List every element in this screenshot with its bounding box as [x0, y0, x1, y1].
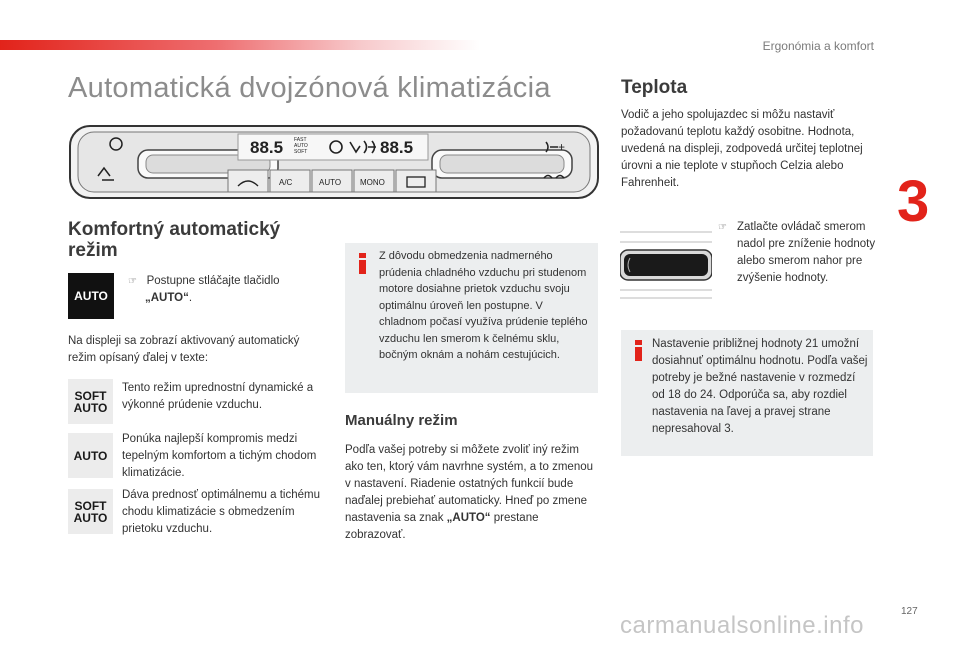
info-box-cold-engine [345, 243, 598, 393]
page-title: Automatická dvojzónová klimatizácia [68, 72, 551, 104]
manual-text-end: prestane zobrazovať. [345, 512, 539, 541]
info-icon [635, 340, 643, 361]
tile-line-1: SOFT [74, 498, 107, 513]
manual-heading: Manuálny režim [345, 412, 458, 429]
section-header: Ergonómia a komfort [762, 39, 874, 53]
tile-line-2: AUTO [73, 510, 108, 525]
temp-heading: Teplota [621, 77, 688, 98]
display-left-temp: 88.5 [250, 138, 284, 157]
manual-text-bold: „AUTO“ [446, 512, 491, 524]
mode-text-1: Tento režim uprednostní dynamické a výkonné prúdenie vzduchu. [122, 382, 314, 411]
comfort-step-text: Postupne stláčajte tlačidlo [146, 275, 280, 287]
display-indicator-fast: FAST [294, 137, 307, 143]
temp-step [718, 219, 878, 287]
auto-tile-2 [68, 433, 113, 478]
soft-auto-tile-3 [68, 489, 113, 534]
chapter-number: 3 [897, 169, 930, 234]
page-number: 127 [901, 606, 918, 617]
watermark: carmanualsonline.info [620, 612, 864, 639]
tile-line-1: AUTO [73, 448, 108, 463]
info-box-temperature [621, 330, 873, 456]
comfort-intro: Na displeji sa zobrazí aktivovaný automatický režim opísaný ďalej v texte: [68, 335, 300, 364]
climate-control-panel [68, 122, 600, 202]
display-indicator-auto: AUTO [294, 143, 308, 149]
ac-button-label: A/C [279, 178, 293, 187]
tile-line-1: SOFT [74, 388, 107, 403]
comfort-step-end: . [188, 292, 193, 304]
step-bullet-icon: ☞ [718, 222, 727, 233]
auto-tile-label: AUTO [74, 289, 108, 303]
temp-info-text: Nastavenie približnej hodnoty 21 umožní dosiahnuť optimálnu hodnotu. Podľa vašej potreby je bežné nastavenie v rozmedzí od 18 do 24. Odporúča sa, aby rozdiel nastavenia na ľavej a pravej strane nepresahoval 3. [652, 338, 868, 435]
info-cold-text: Z dôvodu obmedzenia nadmerného prúdenia chladného vzduchu pri studenom motore dosiahne prietok vzduchu svoju optimálnu úroveň len postupne. V chladnom počasí využíva prúdenie teplého vzduchu len smerom k čelnému sklu, bočným oknám a nohám cestujúcich. [379, 250, 588, 361]
fan-plus-label: + [558, 140, 566, 154]
header-accent-bar [0, 40, 480, 50]
manual-text-body: Podľa vašej potreby si môžete zvoliť iný režim ako ten, ktorý vám navrhne systém, a to zmenou v nastavení. Riadenie ostatných funkcií bude naďalej prebiehať automaticky. Hneď po zmene nastavenia sa znak [345, 444, 594, 524]
comfort-step [128, 273, 318, 307]
mode-text-3: Dáva prednosť optimálnemu a tichému chodu klimatizácie s obmedzením prietoku vzduchu. [122, 489, 320, 535]
temp-text: Vodič a jeho spolujazdec si môžu nastaviť požadovanú teplotu každý osobitne. Hodnota, uvedená na displeji, zodpovedá určitej teplotnej úrovni a nie teplote v stupňoch Celzia alebo Fahrenheit. [621, 109, 863, 189]
step-bullet-icon: ☞ [128, 276, 137, 287]
auto-button-label: AUTO [319, 178, 342, 187]
display-indicator-soft: SOFT [294, 149, 308, 155]
auto-tile-dark [68, 273, 114, 319]
mode-text-2: Ponúka najlepší kompromis medzi tepelným komfortom a tichým chodom klimatizácie. [122, 433, 317, 479]
rear-demist-button[interactable] [396, 170, 436, 192]
info-icon [359, 253, 367, 274]
comfort-step-bold: „AUTO“ [145, 292, 189, 304]
display-right-temp: 88.5 [380, 138, 414, 157]
mono-button-label: MONO [360, 178, 385, 187]
comfort-heading: Komfortný automatický režim [68, 219, 281, 261]
temperature-dial-illustration [620, 228, 712, 300]
temp-step-text: Zatlačte ovládač smerom nadol pre zníženie hodnoty alebo smerom nahor pre zvýšenie hodnoty. [737, 221, 876, 284]
soft-auto-tile-1 [68, 379, 113, 424]
tile-line-2: AUTO [73, 400, 108, 415]
manual-text [345, 442, 600, 544]
